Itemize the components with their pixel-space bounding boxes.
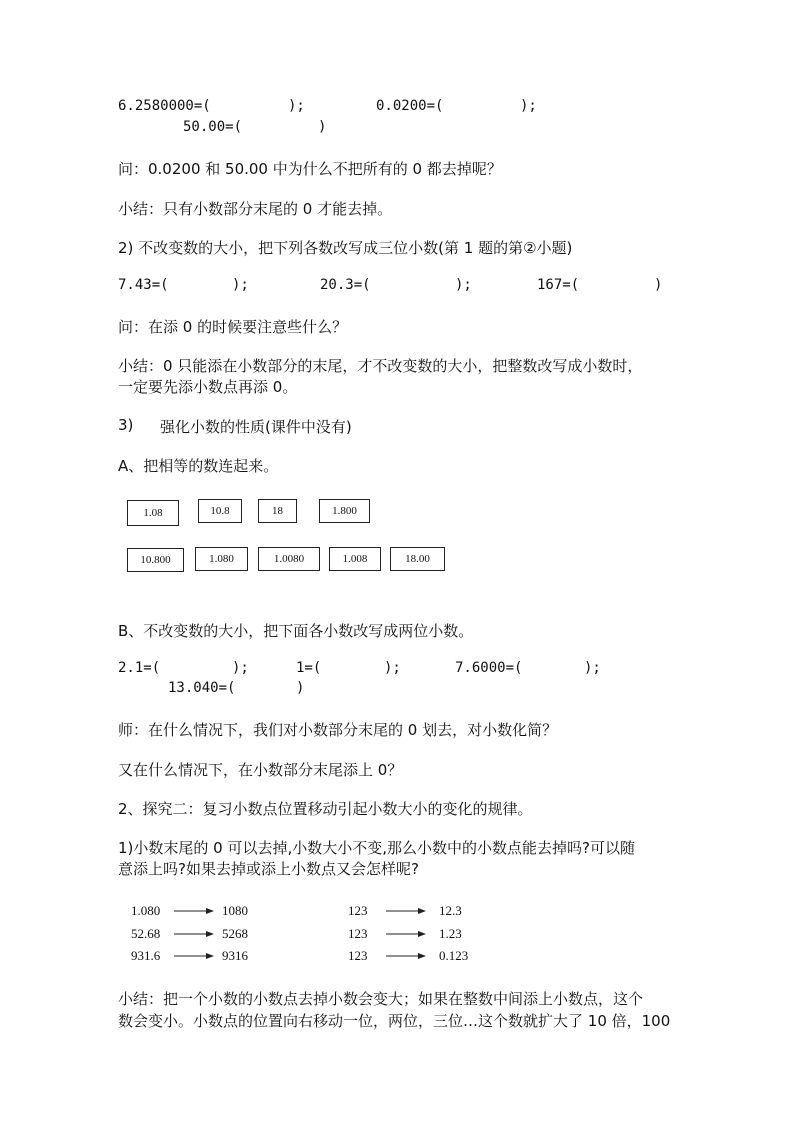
number-box: 10.8	[198, 499, 242, 523]
fill-blank-item: 7.43=(	[118, 277, 169, 293]
section-heading: 强化小数的性质(课件中没有)	[160, 418, 352, 436]
fill-blank-item: 13.040=(	[168, 680, 236, 696]
section-heading: 2、探究二：复习小数点位置移动引起小数大小的变化的规律。	[118, 800, 533, 818]
arrow-target: 0.123	[439, 948, 469, 963]
number-box: 18	[258, 499, 297, 523]
fill-blank-close: )	[654, 277, 663, 293]
teacher-question: 又在什么情况下，在小数部分末尾添上 0？	[118, 761, 403, 779]
arrow-source: 123	[348, 926, 368, 941]
fill-blank-item: 0.0200=(	[376, 98, 444, 114]
number-box: 1.0080	[258, 547, 320, 571]
right-arrow-icon	[386, 951, 426, 961]
right-arrow-icon	[386, 929, 426, 939]
fill-blank-close: );	[384, 660, 401, 676]
right-arrow-icon	[386, 906, 426, 916]
arrow-target: 1.23	[439, 926, 462, 941]
fill-blank-item: 20.3=(	[320, 277, 371, 293]
fill-blank-close: );	[232, 660, 249, 676]
number-box: 1.800	[319, 499, 370, 523]
number-box: 1.080	[195, 547, 248, 571]
question-text: 问：0.0200 和 50.00 中为什么不把所有的 0 都去掉呢？	[118, 160, 502, 178]
arrow-target: 5268	[222, 926, 248, 941]
fill-blank-close: );	[288, 98, 305, 114]
fill-blank-item: 6.2580000=(	[118, 98, 211, 114]
fill-blank-close: );	[232, 277, 249, 293]
number-box: 10.800	[127, 548, 184, 572]
summary-text: 一定要先添小数点再添 0。	[118, 378, 298, 396]
summary-text: 小结：把一个小数的小数点去掉小数会变大；如果在整数中间添上小数点，这个	[118, 990, 644, 1008]
arrow-source: 52.68	[131, 926, 161, 941]
part-a-label: A、把相等的数连起来。	[118, 457, 279, 475]
fill-blank-item: 50.00=(	[183, 119, 243, 135]
fill-blank-close: );	[455, 277, 472, 293]
arrow-target: 1080	[222, 903, 248, 918]
fill-blank-close: )	[296, 680, 305, 696]
arrow-source: 931.6	[131, 948, 161, 963]
arrow-target: 12.3	[439, 903, 462, 918]
fill-blank-close: );	[584, 660, 601, 676]
right-arrow-icon	[174, 929, 214, 939]
arrow-source: 123	[348, 948, 368, 963]
right-arrow-icon	[174, 951, 214, 961]
paragraph-text: 1)小数末尾的 0 可以去掉,小数大小不变,那么小数中的小数点能去掉吗?可以随	[118, 839, 635, 857]
fill-blank-item: 2.1=(	[118, 660, 161, 676]
fill-blank-item: 1=(	[296, 660, 322, 676]
number-box: 1.008	[329, 547, 381, 571]
summary-text: 小结：只有小数部分末尾的 0 才能去掉。	[118, 200, 393, 218]
section-heading: 2) 不改变数的大小，把下列各数改写成三位小数(第 1 题的第②小题)	[118, 239, 573, 257]
summary-text: 数会变小。小数点的位置向右移动一位，两位，三位…这个数就扩大了 10 倍，100	[118, 1012, 671, 1030]
teacher-question: 师：在什么情况下，我们对小数部分末尾的 0 划去，对小数化简？	[118, 721, 558, 739]
number-box: 18.00	[390, 547, 445, 571]
fill-blank-item: 167=(	[537, 277, 580, 293]
arrow-target: 9316	[222, 948, 248, 963]
arrow-source: 1.080	[131, 903, 161, 918]
right-arrow-icon	[174, 906, 214, 916]
summary-text: 小结：0 只能添在小数部分的末尾，才不改变数的大小，把整数改写成小数时，	[118, 357, 643, 375]
part-b-label: B、不改变数的大小，把下面各小数改写成两位小数。	[118, 622, 474, 640]
number-box: 1.08	[127, 500, 179, 526]
paragraph-text: 意添上吗?如果去掉或添上小数点又会怎样呢?	[118, 860, 419, 878]
arrow-source: 123	[348, 903, 368, 918]
section-heading-number: 3)	[118, 416, 134, 434]
fill-blank-close: )	[318, 119, 327, 135]
fill-blank-close: );	[520, 98, 537, 114]
fill-blank-item: 7.6000=(	[455, 660, 523, 676]
question-text: 问：在添 0 的时候要注意些什么？	[118, 318, 348, 336]
